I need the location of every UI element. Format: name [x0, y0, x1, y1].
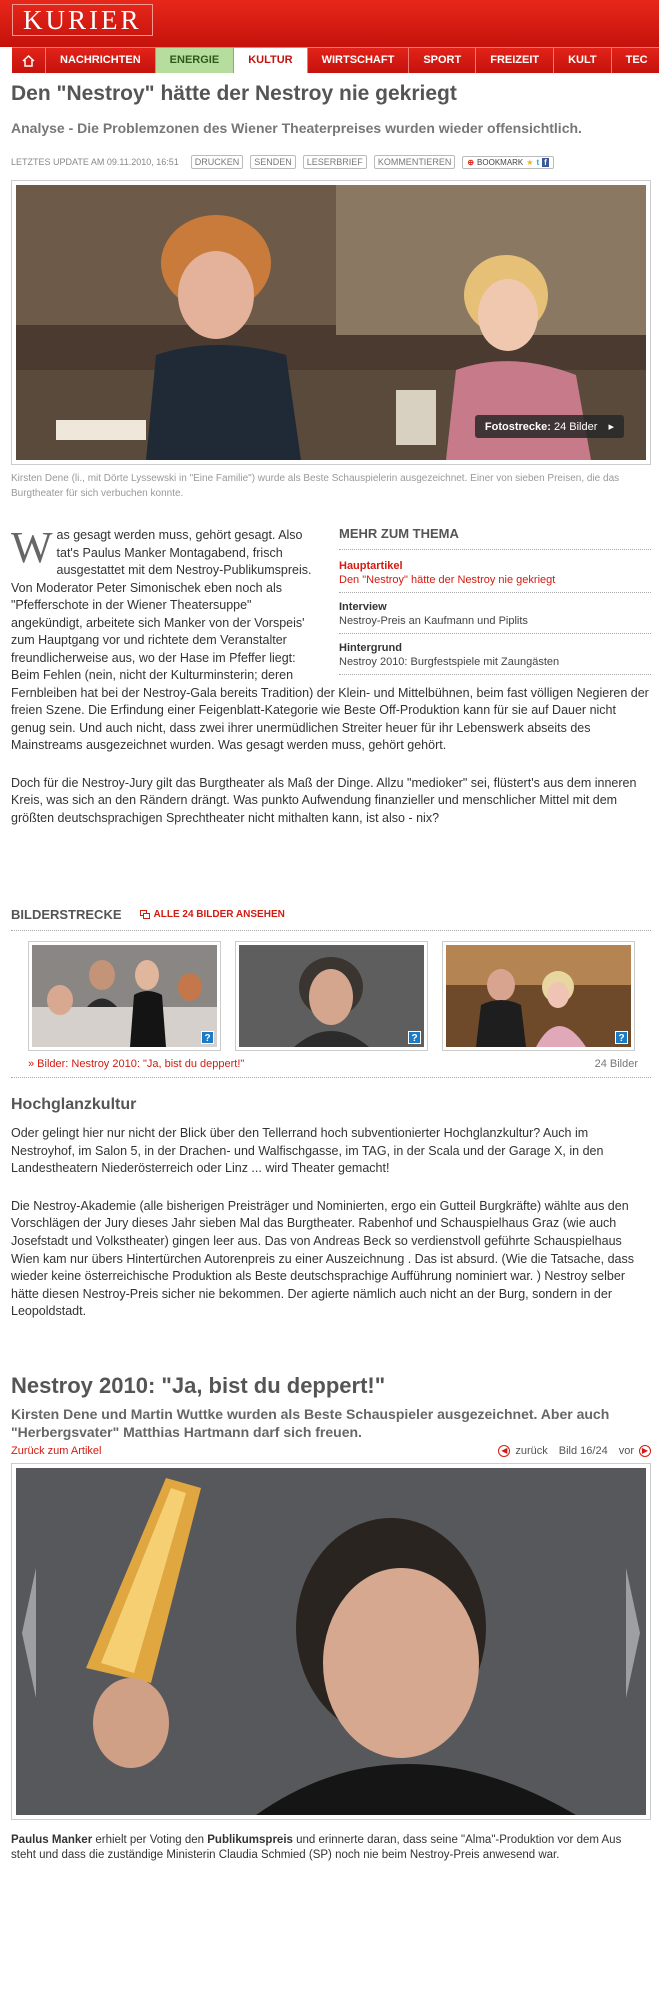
star-icon: ★ — [526, 157, 534, 167]
gallery-thumbnail[interactable] — [442, 941, 635, 1051]
section-heading: Hochglanzkultur — [11, 1096, 137, 1113]
letter-button[interactable]: LESERBRIEF — [303, 155, 367, 169]
send-button[interactable]: SENDEN — [250, 155, 296, 169]
last-update: LETZTES UPDATE AM 09.11.2010, 16:51 — [11, 157, 179, 167]
gallery-nav-bar — [11, 1443, 651, 1459]
gallery-subtitle: Kirsten Dene und Martin Wuttke wurden als Beste Schauspieler ausgezeichnet. Aber auch "Herbergsvater" Matthias Hartmann darf sich freuen. — [11, 1406, 610, 1440]
article-meta — [11, 154, 554, 170]
caption-text: und erinnerte daran, dass seine "Alma"-Produktion vor dem Aus steht und dass die zuständige Ministerin Claudia Schmied (SP) noch nie beim Nestroy-Preis anwesend war. — [11, 1834, 622, 1861]
caption-prize: Publikumspreis — [207, 1834, 293, 1846]
nav-energie[interactable]: ENERGIE — [156, 48, 235, 73]
award-winner-photo — [16, 1468, 646, 1815]
related-link[interactable]: Nestroy 2010: Burgfestspiele mit Zaungästen — [339, 655, 560, 668]
gallery-thumbnail[interactable] — [28, 941, 221, 1051]
help-icon[interactable]: ? — [408, 1031, 421, 1044]
all-images-link[interactable] — [140, 909, 285, 920]
related-box — [339, 525, 651, 679]
gallery-link[interactable]: » Bilder: Nestroy 2010: "Ja, bist du deppert!" — [28, 1058, 245, 1070]
nav-sport[interactable]: SPORT — [409, 48, 476, 73]
article-body-continued — [11, 1125, 651, 1341]
top-bar — [0, 0, 659, 47]
gallery-icon — [140, 910, 150, 919]
related-title: MEHR ZUM THEMA — [339, 525, 651, 550]
nav-kultur[interactable]: KULTUR — [234, 48, 307, 73]
paragraph-text: as gesagt werden muss, gehört gesagt. Also tat's Paulus Manker Montagabend, frisch ausgestattet mit dem Nestroy-Publikumspreis. Von Moderator Peter Simonischek eben noch als "Pfefferschote in der Wiener Theatersuppe" angekündigt, arbeitete sich Manker von der Vorspeis' zum Hauptgang vor und richtete dem Veranstalter freundlicherweise aus, wo der Hase im Pfeffer liegt: Beim Fehlen (nein, nicht der Kulturminsterin; deren Fernbleiben hat bei der Nestroy-Gala bereits Tradition) der Klein- und Mittelbühnen, beim fast völligen Negieren der freien Szene. Die Erfindung einer Feigenblatt-Kategorie wie Beste Off-Produktion kann für sie auf Dauer nicht genug sein. Und auch nicht, dass zwei ihrer unermüdlichen Streiter heuer für ihr Lebenswerk abseits des Mainstreams ausgezeichnet wurden. Was gesagt werden muss, gehört gehört. — [11, 528, 649, 752]
gallery-pager — [498, 1445, 651, 1457]
plus-icon: ⊕ — [467, 157, 475, 167]
fotostrecke-label: Fotostrecke: — [484, 421, 551, 433]
kurier-logo[interactable]: KURIER — [12, 4, 153, 36]
gallery-image — [11, 1463, 651, 1820]
paragraph: Oder gelingt hier nur nicht der Blick über den Tellerrand hoch subventionierter Hochglanzkultur? Auch im Nestroyhof, im Salon 5, in der Drachen- und Walfischgasse, im TAG, in der Scala und der Garage X, in den Landestheatern Niederösterreich oder Linz ... wird Theater gemacht! — [11, 1126, 604, 1176]
image-position: Bild 16/24 — [558, 1445, 608, 1457]
gallery-thumbnails — [28, 941, 638, 1051]
gallery-thumbnail[interactable] — [235, 941, 428, 1051]
thumbnail-image — [239, 945, 424, 1047]
nav-nachrichten[interactable]: NACHRICHTEN — [46, 48, 156, 73]
thumbnail-image — [32, 945, 217, 1047]
related-kind: Hauptartikel — [339, 559, 403, 572]
bookmark-label: BOOKMARK — [477, 157, 524, 167]
bookmark-button[interactable] — [462, 156, 553, 169]
next-arrow-icon[interactable]: ▶ — [639, 1445, 651, 1457]
prev-link[interactable]: zurück — [515, 1445, 548, 1457]
related-kind: Interview — [339, 600, 387, 613]
next-link[interactable]: vor — [618, 1445, 634, 1457]
nav-tec[interactable]: TEC — [612, 48, 659, 73]
caption-text: erhielt per Voting den — [92, 1834, 208, 1846]
dropcap: W — [11, 523, 53, 572]
print-button[interactable]: DRUCKEN — [191, 155, 244, 169]
main-nav — [12, 47, 659, 73]
caption-name: Paulus Manker — [11, 1834, 93, 1846]
related-link[interactable]: Den "Nestroy" hätte der Nestroy nie gekriegt — [339, 573, 556, 586]
article-body — [11, 523, 651, 847]
gallery-header — [11, 907, 651, 931]
related-item — [339, 638, 651, 675]
hero-caption: Kirsten Dene (li., mit Dörte Lyssewski in "Eine Familie") wurde als Beste Schauspielerin ausgezeichnet. Einer von sieben Preisen, die das Burgtheater für sich verbuchen konnte. — [11, 473, 620, 499]
related-link[interactable]: Nestroy-Preis an Kaufmann und Piplits — [339, 614, 528, 627]
paragraph: Die Nestroy-Akademie (alle bisherigen Preisträger und Nominierten, ergo ein Gutteil Burgkräfte) wählte aus den Vorschlägen der Jury dieses Jahr sieben Mal das Burgtheater. Rabenhof und Schauspielhaus Graz (wie auch Josefstadt und Volkstheater) gingen leer aus. Das von Andreas Beck so verdienstvoll geführte Schauspielhaus Wien kam nur übers Hintertürchen Autorenpreis zu einer Auszeichnung . Das ist absurd. (Wie die Tatsache, dass wieder keine österreichische Produktion als Beste deutschsprachige Aufführung nominiert war. ) Nestroy selber hätte diesen Nestroy-Preis sicher nie bekommen. Der agierte nämlich auch nicht an der Burg, sondern in der Leopoldstadt. — [11, 1198, 634, 1319]
related-item — [339, 597, 651, 634]
nav-freizeit[interactable]: FREIZEIT — [476, 48, 554, 73]
help-icon[interactable]: ? — [615, 1031, 628, 1044]
gallery-count: 24 Bilder — [594, 1058, 638, 1070]
gallery-headline: Nestroy 2010: "Ja, bist du deppert!" — [11, 1373, 386, 1398]
gallery-caption — [11, 1833, 641, 1863]
divider — [11, 1077, 651, 1078]
back-to-article-link[interactable]: Zurück zum Artikel — [11, 1445, 102, 1457]
article-subtitle: Analyse - Die Problemzonen des Wiener Theaterpreises wurden wieder offensichtlich. — [11, 120, 582, 136]
related-kind: Hintergrund — [339, 641, 402, 654]
page-title: Den "Nestroy" hätte der Nestroy nie gekriegt — [11, 82, 457, 105]
comment-button[interactable]: KOMMENTIEREN — [374, 155, 456, 169]
nav-kult[interactable]: KULT — [554, 48, 612, 73]
help-icon[interactable]: ? — [201, 1031, 214, 1044]
home-icon[interactable] — [12, 48, 46, 73]
fotostrecke-badge[interactable] — [475, 415, 624, 438]
gallery-footer — [28, 1058, 638, 1070]
hero-image[interactable] — [11, 180, 651, 465]
thumbnail-image — [446, 945, 631, 1047]
related-item — [339, 556, 651, 593]
gallery-title: BILDERSTRECKE — [11, 907, 122, 922]
nav-wirtschaft[interactable]: WIRTSCHAFT — [308, 48, 410, 73]
prev-arrow-icon[interactable]: ◀ — [498, 1445, 510, 1457]
facebook-icon: f — [544, 157, 547, 167]
twitter-icon: t — [536, 157, 540, 167]
paragraph: Doch für die Nestroy-Jury gilt das Burgtheater als Maß der Dinge. Allzu "medioker" sei, flüstert's aus dem inneren Kreis, was sich an den Rändern drängt. Was punkto Aufwendung finanzieller und menschlicher Mittel mit dem größten deutschsprachigen Sprechtheater nicht mithalten kann, ist also - nix? — [11, 775, 637, 825]
play-icon: ▸ — [608, 421, 614, 433]
all-images-label: ALLE 24 BILDER ANSEHEN — [153, 909, 285, 920]
fotostrecke-count: 24 Bilder — [553, 421, 598, 433]
